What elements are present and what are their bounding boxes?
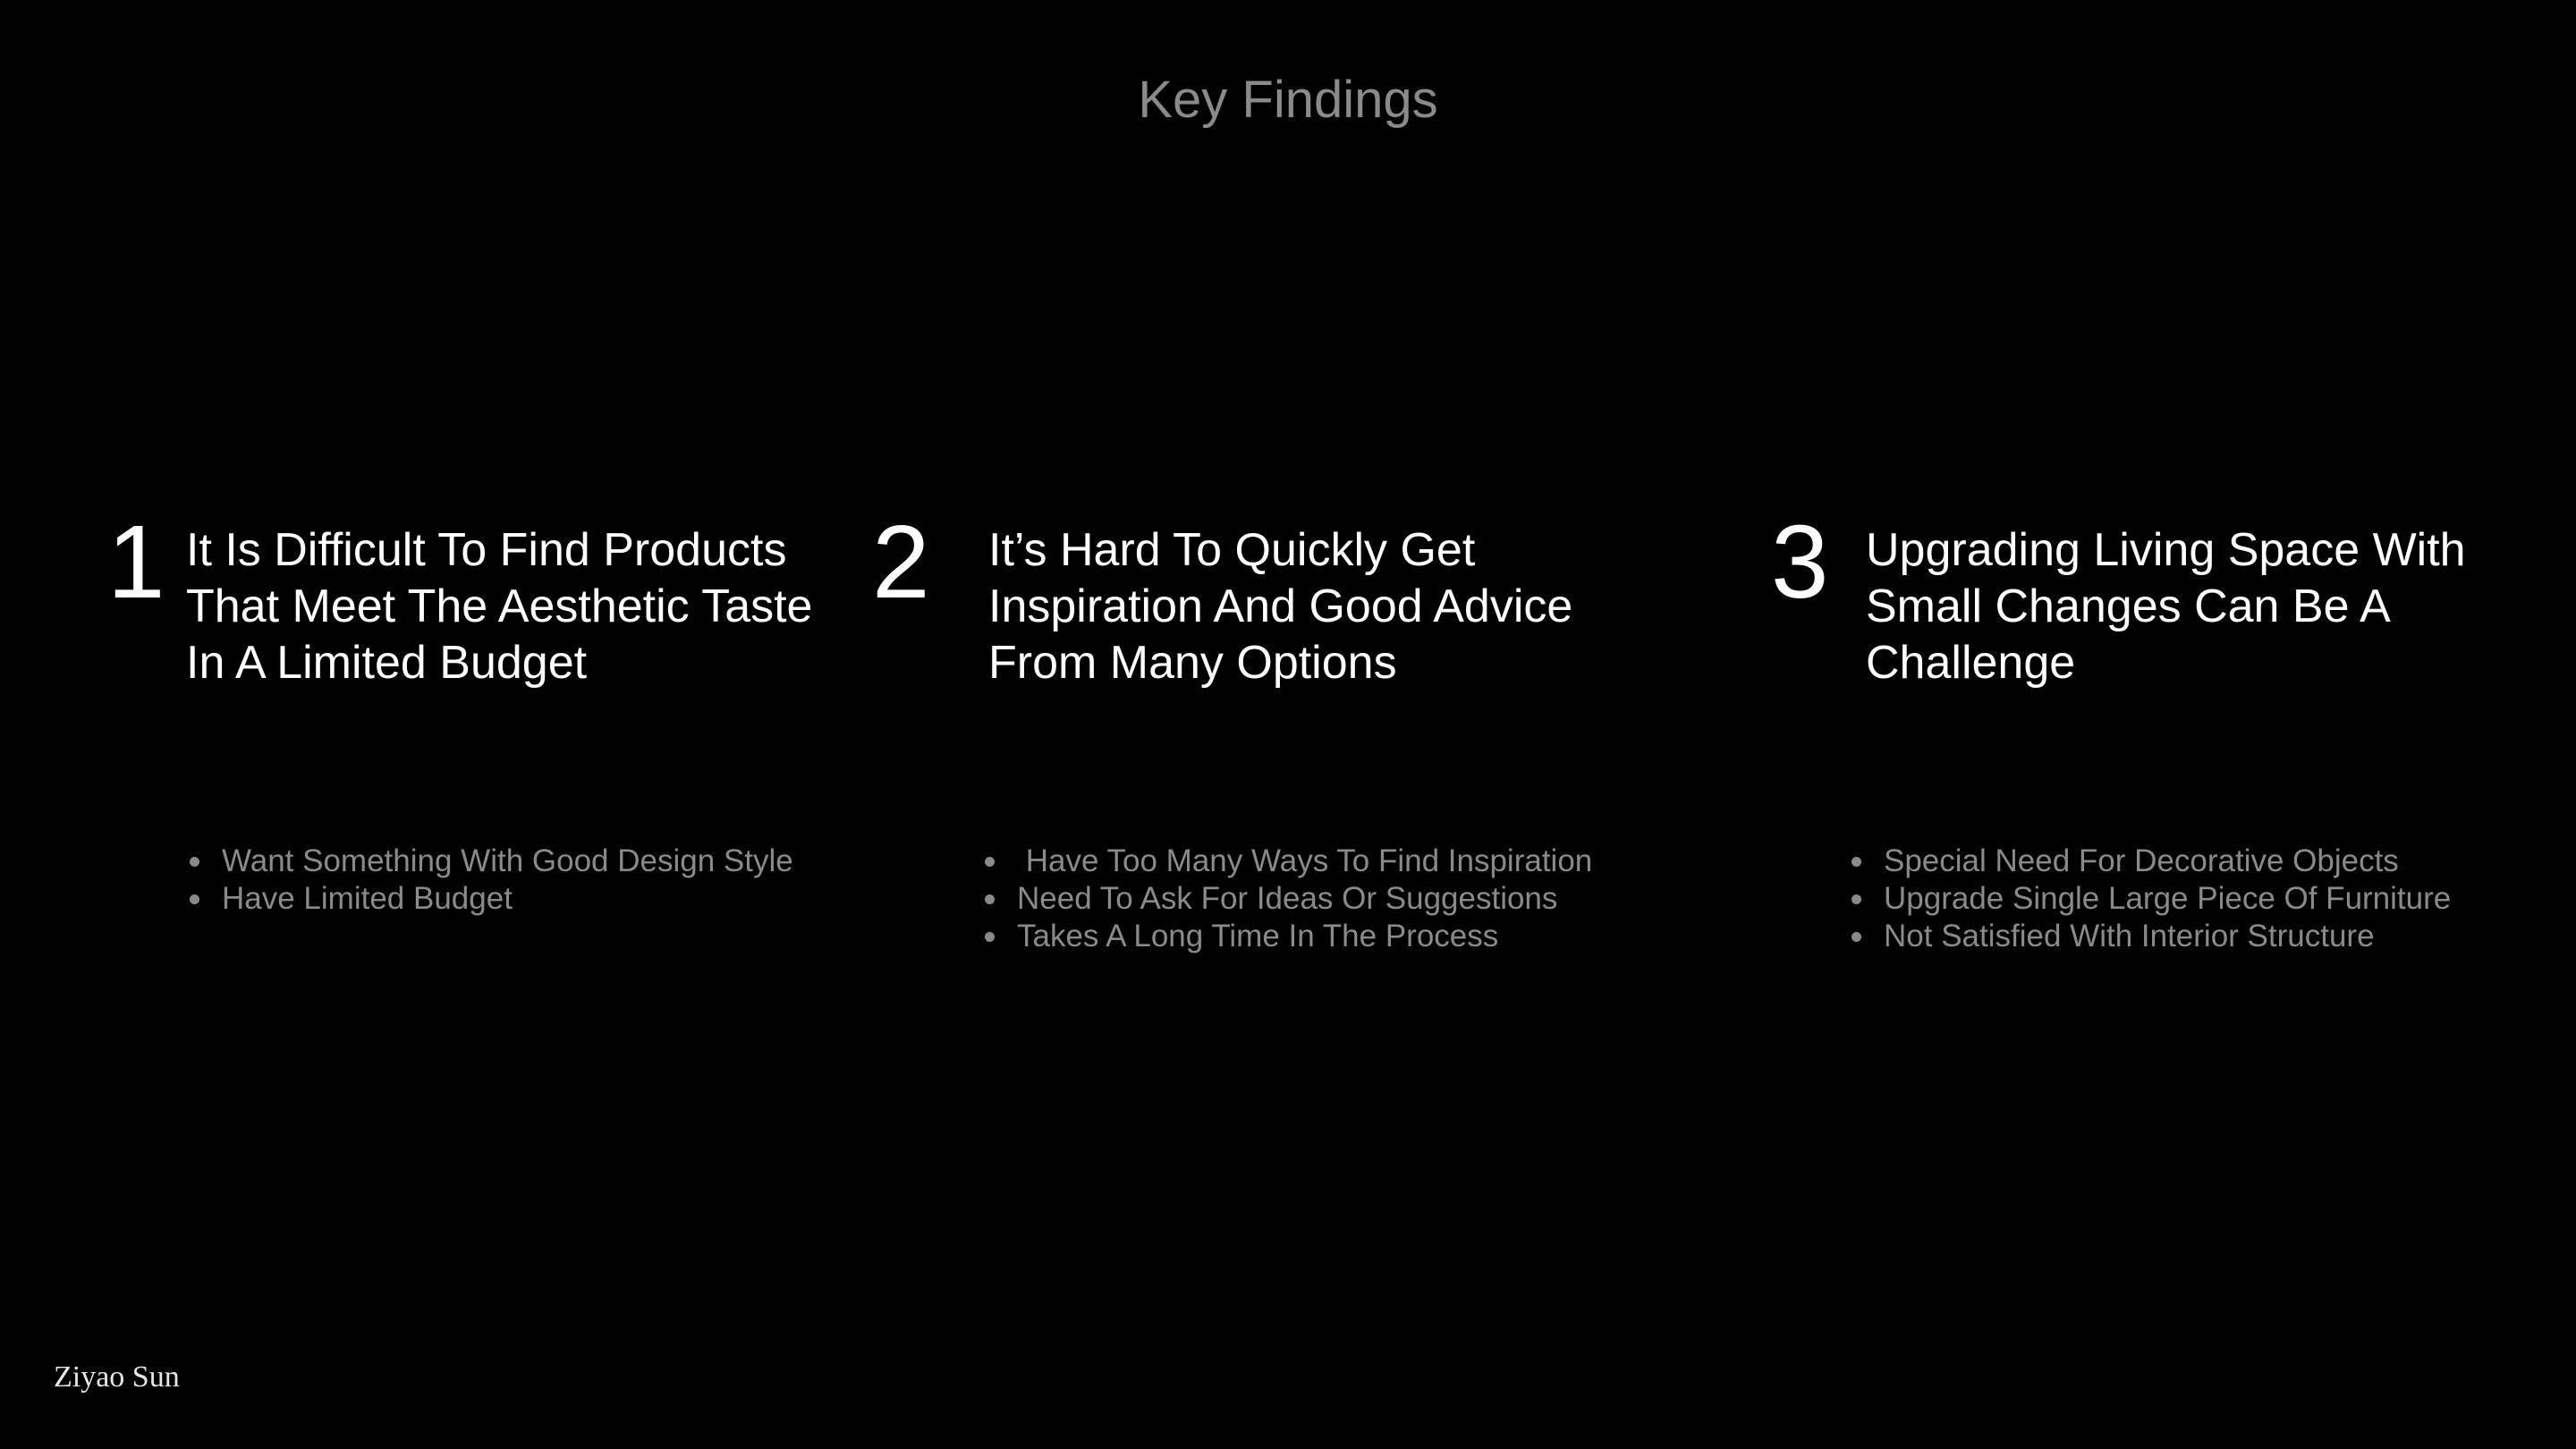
finding-heading: Upgrading Living Space With Small Changes Can Be A Challenge <box>1866 524 2466 689</box>
finding-points-list <box>1850 843 2451 955</box>
page-title: Key Findings <box>1138 71 1438 129</box>
finding-number: 3 <box>1771 504 1829 620</box>
finding-heading: It Is Difficult To Find Products That Meet The Aesthetic Taste In A Limited Budget <box>186 524 813 689</box>
finding-number: 2 <box>872 504 930 620</box>
list-item: Want Something With Good Design Style <box>188 843 793 880</box>
list-item: Upgrade Single Large Piece Of Furniture <box>1850 880 2451 918</box>
finding-points-list <box>188 843 793 918</box>
list-item: Have Limited Budget <box>188 880 793 918</box>
list-item: Takes A Long Time In The Process <box>983 918 1592 955</box>
finding-points-list <box>983 843 1592 955</box>
list-item: Special Need For Decorative Objects <box>1850 843 2451 880</box>
list-item: Not Satisfied With Interior Structure <box>1850 918 2451 955</box>
finding-number: 1 <box>107 504 165 620</box>
finding-heading: It’s Hard To Quickly Get Inspiration And Good Advice From Many Options <box>988 524 1573 689</box>
list-item: Have Too Many Ways To Find Inspiration <box>983 843 1592 880</box>
list-item: Need To Ask For Ideas Or Suggestions <box>983 880 1592 918</box>
author-name: Ziyao Sun <box>54 1360 180 1394</box>
